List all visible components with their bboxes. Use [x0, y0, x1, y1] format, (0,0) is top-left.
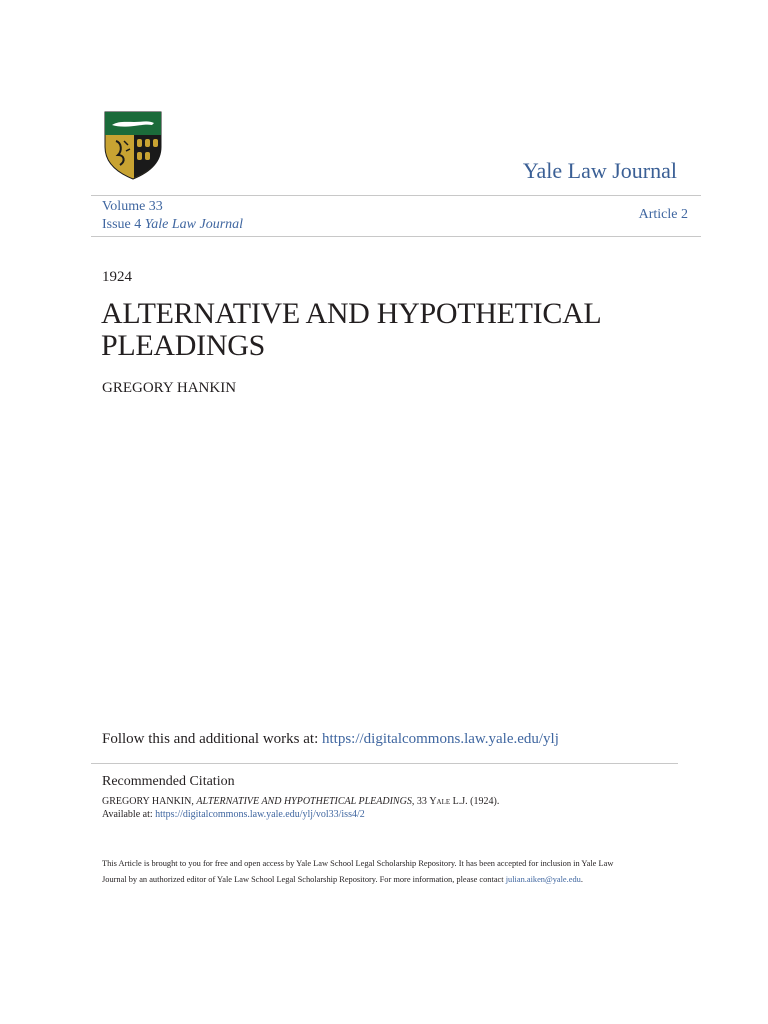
publication-year: 1924: [102, 269, 132, 285]
article-link[interactable]: Article 2: [638, 207, 688, 222]
header-rule-bottom: [91, 236, 701, 237]
contact-email-link[interactable]: julian.aiken@yale.edu: [505, 874, 581, 884]
available-url-link[interactable]: https://digitalcommons.law.yale.edu/ylj/vol33/iss4/2: [155, 809, 365, 820]
header-rule-top: [91, 195, 701, 196]
citation-heading: Recommended Citation: [102, 774, 235, 789]
citation-text: [102, 796, 499, 807]
author-name: GREGORY HANKIN: [102, 380, 237, 396]
citation-ref-journal: Yale: [429, 796, 451, 807]
issue-link[interactable]: [102, 216, 243, 234]
yale-law-shield-logo: [104, 111, 162, 180]
title-line-1: ALTERNATIVE AND HYPOTHETICAL: [101, 297, 602, 330]
citation-ref-pre: , 33: [411, 796, 427, 807]
notice-line-2-text: Journal by an authorized editor of Yale Law School Legal Scholarship Repository. For more information, please contact: [102, 874, 504, 884]
citation-author: GREGORY HANKIN,: [102, 796, 194, 807]
follow-line: [102, 731, 559, 748]
citation-title: ALTERNATIVE AND HYPOTHETICAL PLEADINGS: [196, 796, 412, 807]
citation-rule: [91, 763, 678, 764]
volume-link[interactable]: Volume 33: [102, 199, 163, 214]
follow-url-link[interactable]: https://digitalcommons.law.yale.edu/ylj: [321, 731, 559, 747]
available-label: Available at:: [102, 809, 153, 820]
notice-line-2: [102, 872, 672, 888]
article-title: [101, 298, 701, 362]
notice-line-1: This Article is brought to you for free and open access by Yale Law School Legal Scholarship Repository. It has been accepted for inclusion in Yale Law: [102, 859, 614, 868]
citation-available: [102, 809, 365, 820]
access-notice: [102, 856, 672, 887]
journal-link[interactable]: Yale Law Journal: [522, 158, 677, 183]
issue-journal-name: Yale Law Journal: [144, 217, 244, 232]
title-line-2: PLEADINGS: [101, 329, 265, 362]
notice-end: .: [580, 874, 583, 884]
follow-label: Follow this and additional works at:: [102, 731, 319, 747]
citation-ref-post: L.J. (1924).: [452, 796, 500, 807]
issue-number: Issue 4: [102, 217, 142, 232]
